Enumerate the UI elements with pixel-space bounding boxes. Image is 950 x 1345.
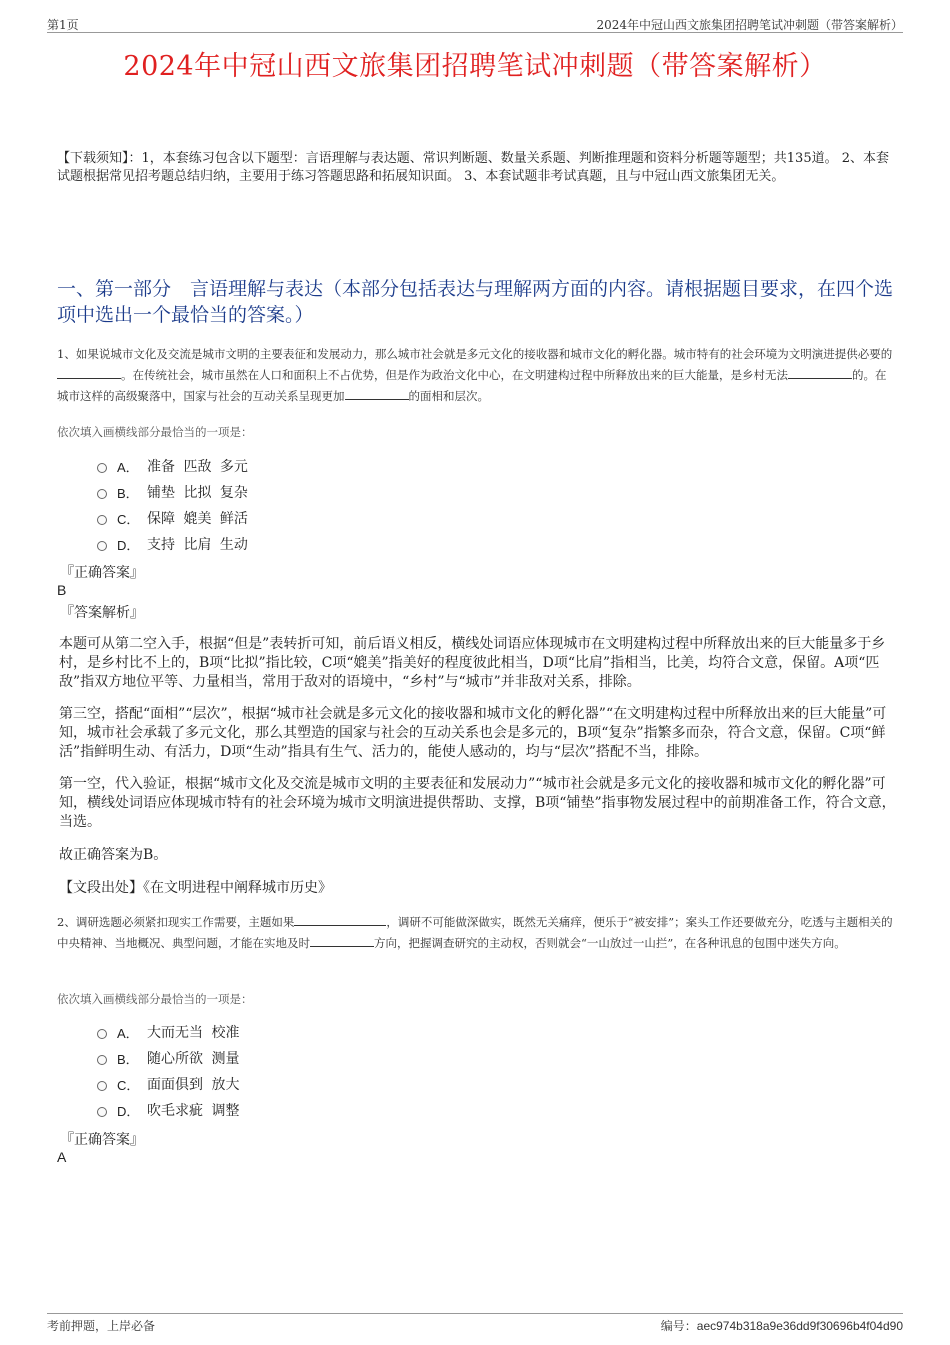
- option-a[interactable]: A． 大而无当 校准: [97, 1019, 239, 1045]
- radio-icon[interactable]: [97, 1107, 107, 1117]
- option-b[interactable]: B． 铺垫 比拟 复杂: [97, 479, 248, 505]
- header-doc-title: 2024年中冠山西文旅集团招聘笔试冲刺题（带答案解析）: [596, 18, 903, 32]
- page-number: 第1页: [47, 18, 79, 32]
- option-a[interactable]: A． 准备 匹敌 多元: [97, 453, 248, 479]
- blank-line: [345, 387, 409, 400]
- radio-icon[interactable]: [97, 463, 107, 473]
- footer-slogan: 考前押题，上岸必备: [47, 1319, 156, 1333]
- download-notice: 【下载须知】：1，本套练习包含以下题型：言语理解与表达题、常识判断题、数量关系题、判断推理题和资料分析题等题型；共135道。 2、本套试题根据常见招考题总结归纳，主要用于练习答题思路和拓展知识面。 3、本套试题非考试真题，且与中冠山西文旅集团无关。: [57, 151, 889, 184]
- page-footer: [47, 1313, 903, 1333]
- page-header: [47, 14, 903, 33]
- question-1-prompt: 依次填入画横线部分最恰当的一项是：: [57, 425, 253, 439]
- question-2-text: 2、调研选题必须紧扣现实工作需要，主题如果 ，调研不可能做深做实，既然无关痛痒，便乐于“被安排”；案头工作还要做充分，吃透与主题相关的中央精神、当地概况、典型问题，才能在实地及时 方向，把握调查研究的主动权，否则就会“一山放过一山拦”，在各种讯息的包围中迷失方向。: [57, 915, 893, 950]
- radio-icon[interactable]: [97, 515, 107, 525]
- option-b[interactable]: B． 随心所欲 测量: [97, 1045, 239, 1071]
- blank-line: [310, 934, 374, 947]
- question-1-text: 1、如果说城市文化及交流是城市文明的主要表征和发展动力，那么城市社会就是多元文化的接收器和城市文化的孵化器。城市特有的社会环境为文明演进提供必要的。在传统社会，城市虽然在人口和面积上不占优势，但是作为政治文化中心，在文明建构过程中所释放出来的巨大能量，是乡村无法 的。在城市这样的高级聚落中，国家与社会的互动关系呈现更加 的面相和层次。: [57, 347, 893, 403]
- radio-icon[interactable]: [97, 489, 107, 499]
- correct-answer-label: 『正确答案』: [60, 1132, 144, 1148]
- footer-code: 编号：aec974b318a9e36dd9f30696b4f04d90: [660, 1319, 903, 1333]
- question-2-prompt: 依次填入画横线部分最恰当的一项是：: [57, 992, 253, 1006]
- document-title: 2024年中冠山西文旅集团招聘笔试冲刺题（带答案解析）: [123, 51, 827, 82]
- radio-icon[interactable]: [97, 1029, 107, 1039]
- question-1-options: [97, 453, 248, 557]
- analysis-paragraph: 第一空，代入验证，根据“城市文化及交流是城市文明的主要表征和发展动力”“城市社会就是多元文化的接收器和城市文化的孵化器”可知，横线处词语应体现城市特有的社会环境为城市文明演进提供帮助、支撑，B项“铺垫”指事物发展过程中的前期准备工作，符合文意，当选。: [59, 776, 896, 830]
- analysis-paragraph: 第三空，搭配“面相”“层次”，根据“城市社会就是多元文化的接收器和城市文化的孵化器”“在文明建构过程中所释放出来的巨大能量”可知，城市社会承载了多元文化，那么其塑造的国家与社会的互动关系也会是多元的，B项“复杂”指繁多而杂，符合文意，保留。C项“鲜活”指鲜明生动、有活力，D项“生动”指具有生气、活力的，能使人感动的，均与“层次”搭配不当，排除。: [59, 706, 887, 760]
- source-citation: 【文段出处】《在文明进程中阐释城市历史》: [59, 880, 332, 896]
- option-c[interactable]: C． 面面俱到 放大: [97, 1071, 239, 1097]
- correct-answer: A: [57, 1149, 67, 1165]
- question-2-options: [97, 1019, 239, 1123]
- section-title: 一、第一部分 言语理解与表达（本部分包括表达与理解两方面的内容。请根据题目要求，在四个选项中选出一个最恰当的答案。）: [57, 278, 894, 326]
- option-d[interactable]: D． 吹毛求疵 调整: [97, 1097, 239, 1123]
- blank-line: [294, 913, 386, 926]
- analysis-label: 『答案解析』: [60, 605, 144, 621]
- blank-line: [788, 366, 852, 379]
- radio-icon[interactable]: [97, 541, 107, 551]
- option-d[interactable]: D． 支持 比肩 生动: [97, 531, 248, 557]
- analysis-conclusion: 故正确答案为B。: [59, 847, 168, 863]
- correct-answer-label: 『正确答案』: [60, 565, 144, 581]
- blank-line: [57, 366, 121, 379]
- analysis-paragraph: 本题可从第二空入手，根据“但是”表转折可知，前后语义相反，横线处词语应体现城市在文明建构过程中所释放出来的巨大能量多于乡村，是乡村比不上的，B项“比拟”指比较，C项“媲美”指美好的程度彼此相当，D项“比肩”指相当，比美，均符合文意，保留。A项“匹敌”指双方地位平等、力量相当，常用于敌对的语境中，“乡村”与“城市”并非敌对关系，排除。: [59, 636, 886, 690]
- option-c[interactable]: C． 保障 媲美 鲜活: [97, 505, 248, 531]
- correct-answer: B: [57, 582, 67, 598]
- radio-icon[interactable]: [97, 1055, 107, 1065]
- radio-icon[interactable]: [97, 1081, 107, 1091]
